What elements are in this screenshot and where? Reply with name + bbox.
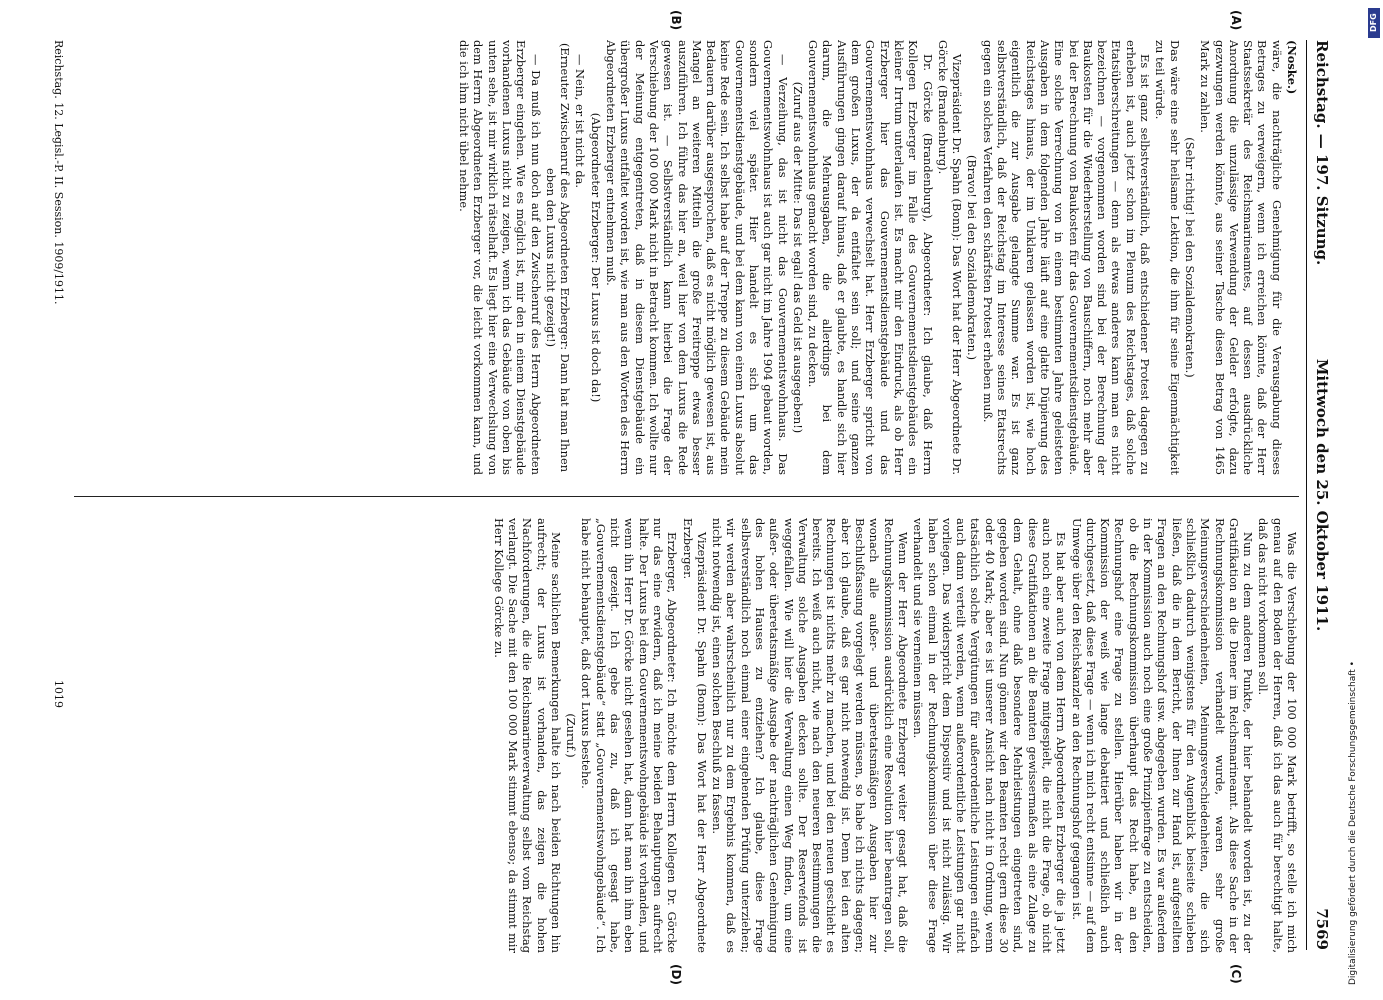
interjection: (Erneuter Zwischenruf des Abgeordneten Erzberger: Dann hat man Ihnen eben den Luxus nicht gezeigt!) <box>543 42 573 473</box>
page-content <box>43 10 1333 985</box>
paragraph: — Da muß ich nun doch auf den Zwischenruf des Herrn Abgeordneten Erzberger eingehen. Wie es möglich ist, mir den in einem Dienstgebäude vorhandenen Luxus nicht zu zeigen, wenn ich das Gebäude von oben bis unten sehe, ist mir wirklich rätselhaft. Es liegt hier eine Verwechslung von dem Herrn Abgeordneten Erzberger vor, die leicht vorkommen kann, und die ich ihm nicht übel nehme. <box>457 40 543 475</box>
paragraph: Vizepräsident Dr. Spahn (Bonn): Das Wort hat der Herr Abgeordnete Erzberger. <box>680 518 709 953</box>
right-column <box>74 518 1299 953</box>
side-stamp <box>1343 0 1383 1000</box>
margin-marker-b: (B) <box>669 10 683 31</box>
column-divider <box>74 496 1299 497</box>
interjection: (Zuruf.) <box>564 713 579 758</box>
paragraph: Vizepräsident Dr. Spahn (Bonn): Das Wort hat der Herr Abgeordnete Dr. Görcke (Brandenburg). <box>935 40 965 475</box>
paragraph: wäre, die nachträgliche Genehmigung für die Verausgabung dieses Betrages zu verweigern, wenn ich erreichen könnte, daß der Herr Staatssekretär des Reichsmarineamtes, auf dessen ausdrückliche Anordnung die unzulässige Verwendung der Gelder erfolgte, dazu gezwungen werden könnte, aus seiner Tasche diesen Betrag von 1465 Mark zu zahlen. <box>1198 40 1284 475</box>
page-header <box>1306 40 1333 950</box>
margin-marker-d: (D) <box>669 964 683 985</box>
margin-marker-a: (A) <box>1229 10 1243 31</box>
paragraph: Nun zu dem anderen Punkte, der hier behandelt worden ist, zu der Gratifikation an die Diener im Reichsmarineamt. Als diese Sache in der Rechnungskommission verhandelt wurde, waren sehr große Meinungsverschiedenheiten, Meinungsverschiedenheiten, die sich schließlich dadurch wenigstens für den Augenblick beiseite schieben ließen, daß die in dem Bericht, der Ihnen zur Hand ist, aufgestellten Fragen an den Rechnungshof usw. abgegeben wurden. Es war außerdem in der Kommission auch noch eine große Prinzipienfrage zu entscheiden, ob die Rechnungskommission überhaupt das Recht habe, an den Rechnungshof eine Frage zu stellen. Hierüber haben wir in der Kommission der weiß wie lange debattiert und schließlich auch durchgesetzt, daß diese Frage — wenn ich mich recht entsinne — auf dem Umwege über den Reichskanzler an den Rechnungshof gegangen ist. <box>1069 518 1256 953</box>
paragraph: Es ist ganz selbstverständlich, daß entschiedener Protest dagegen zu erheben ist, auch jetzt schon im Plenum des Reichstages, daß solche Etatsüberschreitungen — denn als etwas anderes kann man es nicht bezeichnen — vorgenommen worden sind bei der Berechnung der Baukosten für die Wiederherstellung von Bauschiffern, noch mehr aber bei der Berechnung von Baukosten für das Gouvernementsdienstgebäude. Eine solche Verrechnung von in einem bestimmten Jahre geleisteten Ausgaben in dem folgenden Jahre läuft auf eine glatte Düpierung des Reichstages hinaus, der im Unklaren gelassen worden ist, wie hoch eigentlich die zur Ausgabe gelangte Summe war. Es ist ganz selbstverständlich, daß der Reichstag im Interesse seines Etatsrechts gegen ein solches Verfahren den schärfsten Protest erheben muß. <box>980 40 1153 475</box>
page-number: 7569 <box>1313 908 1331 950</box>
dfg-logo: DFG <box>1368 8 1380 38</box>
page-footer <box>45 40 65 950</box>
paragraph: — Nein, er ist nicht da. <box>573 54 588 189</box>
stamp-text: Digitalisierung gefördert durch die Deutsche Forschungsgemeinschaft • <box>1348 661 1358 985</box>
interjection: (Bravo! bei den Sozialdemokraten.) <box>965 154 980 361</box>
footer-signature: 1019 <box>52 680 65 708</box>
left-column <box>74 40 1299 475</box>
header-session: Reichstag. — 197. Sitzung. <box>1313 40 1331 266</box>
header-date: Mittwoch den 25. Oktober 1911. <box>1313 358 1331 632</box>
paragraph: Erzberger, Abgeordneter: Ich möchte dem Herrn Kollegen Dr. Görcke nur das eine erwidern, daß ich meine beiden Behauptungen aufrecht halte. Der Luxus bei dem Gouvernementswohngebäude ist vorhanden, und wenn ihn Herr Dr. Görcke nicht gesehen hat, dann hat man ihn ihm eben nicht gezeigt. Ich gebe das zu, daß ich gesagt habe, „Gouvernementsdienstgebäude“ statt „Gouvernementswohngebäude“. Ich habe nicht behauptet, daß dort Luxus bestehe. <box>579 518 680 953</box>
paragraph: Meine sachlichen Bemerkungen halte ich nach beiden Richtungen hin aufrecht; der Luxus ist vorhanden, das zeigen die hohen Nachforderungen, die die Reichsmarineverwaltung selbst vom Reichstag verlangt. Die Sache mit den 100 000 Mark stimmt ebenso; da stimmt mir Herr Kollege Görcke zu. <box>491 518 563 953</box>
footer-session: Reichstag. 12. Legisl.-P. II. Session. 1909/1911. <box>52 40 65 305</box>
paragraph: Dr. Görcke (Brandenburg), Abgeordneter: Ich glaube, daß Herrn Kollegen Erzberger im Falle des Gouvernementsdienstgebäudes ein kleiner Irrtum unterlaufen ist. Es macht mir den Eindruck, als ob Herr Erzberger hier das Gouvernementsdienstgebäude und das Gouvernementswohnhaus verwechselt hat. Herr Erzberger spricht von dem großen Luxus, der da entfaltet sein soll; und seine ganzen Ausführungen gingen darauf hinaus, daß er glaubte, es handle sich hier darum, die Mehrausgaben, die allerdings bei dem Gouvernementswohnhaus gemacht worden sind, zu decken. <box>806 40 935 475</box>
paragraph: Das wäre eine sehr heilsame Lektion, die ihm für seine Eigenmächtigkeit zu teil würde. <box>1153 40 1182 475</box>
paragraph: Was die Verschiebung der 100 000 Mark betrifft, so stelle ich mich genau auf den Boden der Herren, daß ich das auch für berechtigt halte, daß das nicht vorkommen soll. <box>1256 518 1299 953</box>
speaker-label: (Noske.) <box>1285 40 1299 95</box>
paragraph: Wenn der Herr Abgeordnete Erzberger weiter gesagt hat, daß die Rechnungskommission ausdrücklich eine Resolution hier beantragen soll, wonach alle außer- und überetatsmäßigen Ausgaben hier zur Beschlußfassung vorgelegt werden müssen, so habe ich nichts dagegen; aber ich glaube, daß es gar nicht notwendig ist. Denn bei den alten Rechnungen ist nichts mehr zu machen, und bei den neuen geschieht es bereits. Ich weiß auch nicht, wie nach den neueren Bestimmungen die Verwaltung solche Ausgaben decken sollte. Der Reservefonds ist weggefallen. Wie will hier die Verwaltung einen Weg finden, um eine außer- oder überetatsmäßige Ausgabe der nachträglichen Genehmigung des hohen Hauses zu entziehen? Ich glaube, diese Frage selbstverständlich noch einmal einer eingehenden Prüfung unterziehen; wir werden aber wahrscheinlich nur zu dem Ergebnis kommen, daß es nicht notwendig ist, einen solchen Beschluß zu fassen. <box>710 518 910 953</box>
margin-marker-c: (C) <box>1229 964 1243 984</box>
interjection: (Sehr richtig! bei den Sozialdemokraten.) <box>1182 137 1197 378</box>
interjection: (Zuruf aus der Mitte: Das ist egal! das Geld ist ausgegeben!) <box>790 81 805 434</box>
interjection: (Abgeordneter Erzberger: Der Luxus ist doch da!) <box>588 112 603 403</box>
paragraph: Es hat aber auch von dem Herrn Abgeordneten Erzberger die ja jetzt auch noch eine zweite Frage mitgespielt, die nicht die Frage, ob nicht diese Gratifikationen an die Beamten gewissermaßen als eine Zulage zu dem Gehalt, ohne daß besondere Mehrleistungen eingetreten sind, gegeben worden sind. Nun gönnen wir den Beamten recht gern diese 30 oder 40 Mark; aber es ist unserer Ansicht nach nicht in Ordnung, wenn tatsächlich solche Vergütungen für außerordentliche Leistungen einfach auch dann verteilt werden, wenn außerordentliche Leistungen gar nicht vorliegen. Das widerspricht dem Dispositiv und ist nicht zulässig. Wir haben schon einmal in der Rechnungskommission über diese Frage verhandelt und sie verneinen müssen. <box>911 518 1069 953</box>
paragraph: — Verzeihung, das ist nicht das Gouvernementswohnhaus. Das Gouvernementswohnhaus ist auch gar nicht im Jahre 1904 gebaut worden, sondern viel später. Hier handelt es sich um das Gouvernementsdienstgebäude, und bei dem kann von einem Luxus absolut keine Rede sein. Ich selbst habe auf der Treppe zu diesem Gebäude mein Bedauern darüber ausgesprochen, daß es nicht möglich gewesen ist, aus Mangel an weiteren Mitteln die große Freitreppe etwas besser auszuführen. Ich führe das hier an, weil hier von dem Luxus die Rede gewesen ist. — Selbstverständlich kann hierbei die Frage der Verschiebung der 100 000 Mark nicht in Betracht kommen. Ich wollte nur der Meinung entgegentreten, daß in diesem Dienstgebäude ein übergroßer Luxus entfaltet worden ist, wie man aus den Worten des Herrn Abgeordneten Erzberger entnehmen muß. <box>604 40 790 475</box>
